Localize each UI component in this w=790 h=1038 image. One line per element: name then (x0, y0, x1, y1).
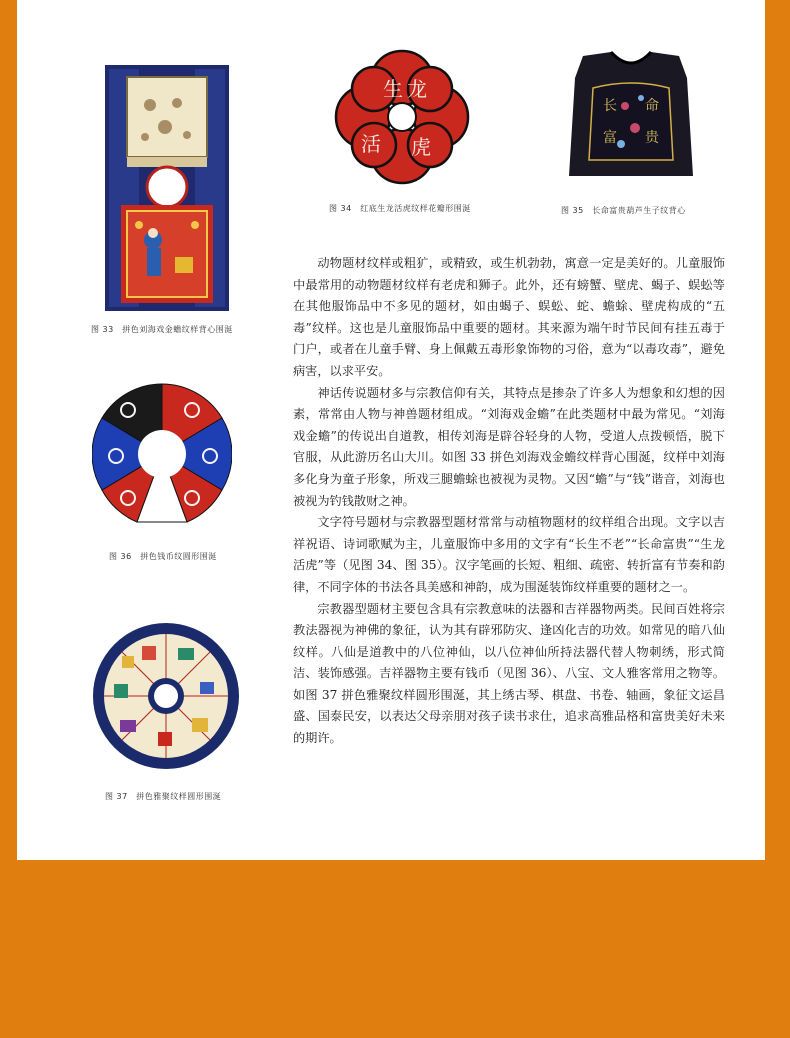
vest-char-4: 贵 (645, 130, 659, 146)
body-text (293, 253, 725, 750)
figure-34-caption: 图 34 红底生龙活虎纹样花瓣形围涎 (329, 204, 471, 213)
figure-37-round-bib (92, 622, 240, 770)
flower-char-2: 龙 (407, 77, 427, 101)
paragraph-myth: 神话传说题材多与宗教信仰有关，其特点是掺杂了许多人为想象和幻想的因素，常常由人物与神兽题材组成。“刘海戏金蟾”在此类题材中最为常见。“刘海戏金蟾”的传说出自道教，相传刘海是辟谷轻身的人物，受道人点拨顿悟，脱下官服，从此游历名山大川。如图 33 拼色刘海戏金蟾纹样背心围涎，纹样中刘海多化身为童子形象，所戏三腿蟾蜍也被视为灵物。又因“蟾”与“钱”谐音，刘海也被视为钓钱散财之神。 (293, 385, 725, 508)
figure-36-coin-bib (92, 380, 232, 528)
vest-char-2: 命 (645, 98, 659, 114)
figure-36-caption: 图 36 拼色钱币纹圆形围涎 (109, 552, 217, 561)
figure-34-flower-bib (333, 48, 471, 186)
paragraph-animal: 动物题材纹样或粗犷，或精致，或生机勃勃，寓意一定是美好的。儿童服饰中最常用的动物题材纹样有老虎和狮子。此外，还有螃蟹、壁虎、蝎子、蜈蚣等在其他服饰品中不多见的题材，如由蝎子、蜈蚣、蛇、蟾蜍、壁虎构成的“五毒”纹样。这也是儿童服饰品中重要的题材。其来源为端午时节民间有挂五毒于门户，或者在儿童手臂、身上佩戴五毒形象饰物的习俗，意为“以毒攻毒”，避免病害，以求平安。 (293, 256, 725, 378)
round-bib-image (92, 622, 240, 770)
page (17, 0, 765, 860)
paragraph-religious: 宗教器型题材主要包含具有宗教意味的法器和吉祥器物两类。民间百姓将宗教法器视为神佛的象征，认为其有辟邪防灾、逢凶化吉的功效。如常见的暗八仙纹样。八仙是道教中的八位神仙，以八位神仙所持法器代替人物刺绣，形式简洁、装饰感强。吉祥器物主要有钱币（见图 36）、八宝、文人雅客常用之物等。如图 37 拼色雅聚纹样圆形围涎，其上绣古琴、棋盘、书卷、轴画，象征文运昌盛、国泰民安，以表达父母亲朋对孩子读书求仕，追求高雅品格和富贵美好未来的期许。 (293, 601, 725, 746)
vest-image (563, 48, 699, 184)
vest-char-1: 长 (603, 98, 617, 114)
flower-bib-image (333, 48, 471, 186)
paragraph-text-symbol: 文字符号题材与宗教器型题材常常与动植物题材的纹样组合出现。文字以吉祥祝语、诗词歌赋为主，儿童服饰中多用的文字有“长生不老”“长命富贵”“生龙活虎”等（见图 34、图 35）。汉字笔画的长短、粗细、疏密、转折富有节奏和韵律，不同字体的书法各具美感和神韵，成为围涎装饰纹样重要的题材之一。 (293, 515, 725, 594)
figure-33-caption: 图 33 拼色刘海戏金蟾纹样背心围涎 (91, 325, 233, 334)
figure-35-caption: 图 35 长命富贵葫芦生子纹背心 (561, 206, 686, 215)
figure-37-caption: 图 37 拼色雅聚纹样圆形围涎 (105, 792, 222, 801)
flower-char-4: 虎 (411, 135, 431, 159)
flower-char-3: 活 (361, 132, 381, 156)
flower-char-1: 生 (383, 77, 403, 101)
coin-bib-image (92, 380, 232, 528)
vest-bib-image (105, 65, 229, 311)
figure-35-vest (563, 48, 699, 184)
figure-33-vest-bib (105, 65, 229, 311)
vest-char-3: 富 (603, 130, 617, 146)
